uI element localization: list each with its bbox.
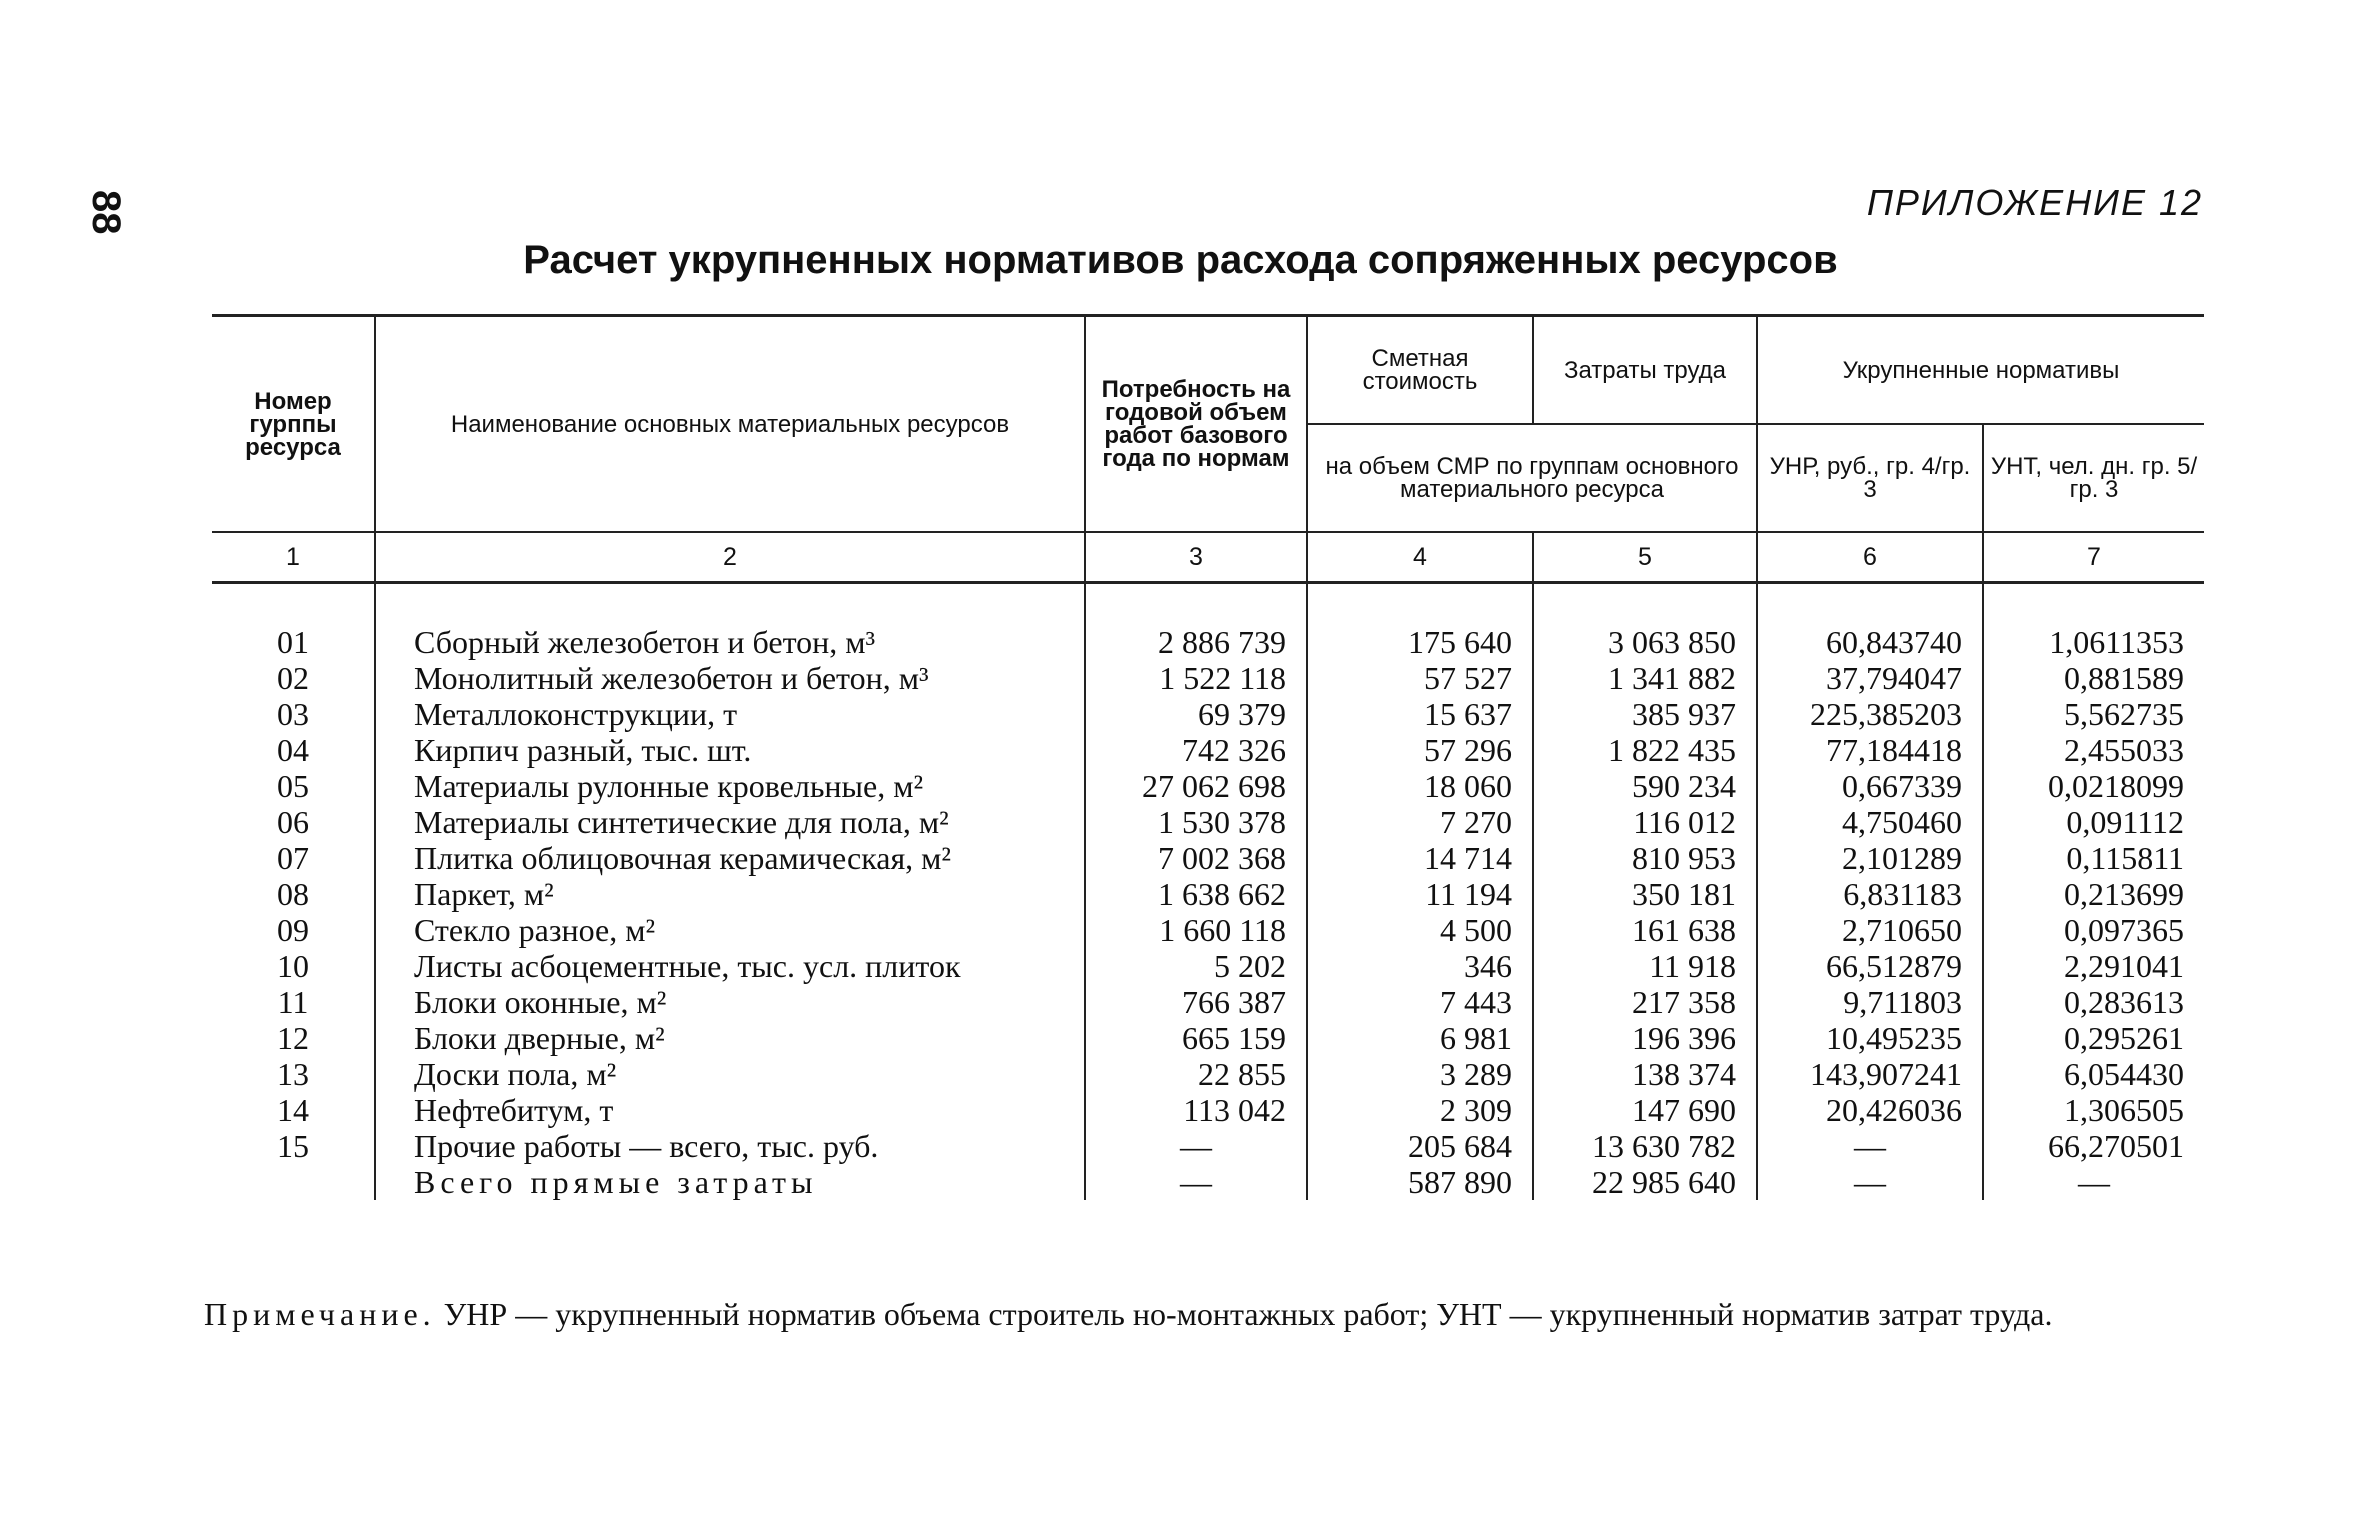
resource-name-cell: Стекло разное, м² — [375, 912, 1085, 948]
header-labor-costs: Затраты труда — [1533, 316, 1757, 425]
annual-need-cell: 766 387 — [1085, 984, 1307, 1020]
labor-costs-cell: 161 638 — [1533, 912, 1757, 948]
column-number: 7 — [1983, 532, 2204, 583]
table-row — [212, 1020, 2204, 1056]
estimated-cost-cell: 11 194 — [1307, 876, 1533, 912]
estimated-cost-cell: 3 289 — [1307, 1056, 1533, 1092]
appendix-label: ПРИЛОЖЕНИЕ 12 — [1866, 182, 2203, 223]
group-code-cell: 11 — [212, 984, 375, 1020]
unt-cell: 0,295261 — [1983, 1020, 2204, 1056]
resource-name-cell: Блоки оконные, м² — [375, 984, 1085, 1020]
labor-costs-cell: 350 181 — [1533, 876, 1757, 912]
table-row — [212, 876, 2204, 912]
total-need-cell: — — [1085, 1164, 1307, 1200]
table-row — [212, 912, 2204, 948]
resource-name-cell: Прочие работы — всего, тыс. руб. — [375, 1128, 1085, 1164]
norms-table — [212, 314, 2204, 1200]
header-smr-volume: на объем СМР по группам основного материального ресурса — [1307, 424, 1757, 532]
column-number: 1 — [212, 532, 375, 583]
column-number-row — [212, 532, 2204, 583]
group-code-cell: 05 — [212, 768, 375, 804]
resource-name-cell: Блоки дверные, м² — [375, 1020, 1085, 1056]
group-code-cell: 04 — [212, 732, 375, 768]
table-row — [212, 1128, 2204, 1164]
unt-cell: 0,115811 — [1983, 840, 2204, 876]
total-row — [212, 1164, 2204, 1200]
estimated-cost-cell: 175 640 — [1307, 624, 1533, 660]
unt-cell: 0,881589 — [1983, 660, 2204, 696]
group-code-cell: 02 — [212, 660, 375, 696]
annual-need-cell: — — [1085, 1128, 1307, 1164]
unr-cell: 10,495235 — [1757, 1020, 1983, 1056]
unt-cell: 5,562735 — [1983, 696, 2204, 732]
column-number: 5 — [1533, 532, 1757, 583]
estimated-cost-cell: 205 684 — [1307, 1128, 1533, 1164]
annual-need-cell: 22 855 — [1085, 1056, 1307, 1092]
labor-costs-cell: 116 012 — [1533, 804, 1757, 840]
column-number: 6 — [1757, 532, 1983, 583]
resource-name-cell: Кирпич разный, тыс. шт. — [375, 732, 1085, 768]
unt-cell: 2,291041 — [1983, 948, 2204, 984]
unr-cell: 60,843740 — [1757, 624, 1983, 660]
unr-cell: 0,667339 — [1757, 768, 1983, 804]
annual-need-cell: 69 379 — [1085, 696, 1307, 732]
labor-costs-cell: 3 063 850 — [1533, 624, 1757, 660]
estimated-cost-cell: 346 — [1307, 948, 1533, 984]
labor-costs-cell: 385 937 — [1533, 696, 1757, 732]
labor-costs-cell: 147 690 — [1533, 1092, 1757, 1128]
unt-cell: 0,091112 — [1983, 804, 2204, 840]
annual-need-cell: 5 202 — [1085, 948, 1307, 984]
unt-cell: 1,306505 — [1983, 1092, 2204, 1128]
group-code-cell: 09 — [212, 912, 375, 948]
estimated-cost-cell: 14 714 — [1307, 840, 1533, 876]
estimated-cost-cell: 6 981 — [1307, 1020, 1533, 1056]
table-row — [212, 624, 2204, 660]
estimated-cost-cell: 57 527 — [1307, 660, 1533, 696]
annual-need-cell: 665 159 — [1085, 1020, 1307, 1056]
unt-cell: 2,455033 — [1983, 732, 2204, 768]
unt-cell: 0,283613 — [1983, 984, 2204, 1020]
total-code-cell — [212, 1164, 375, 1200]
header-group-number: Номер гурппы ресурса — [212, 316, 375, 533]
unt-cell: 66,270501 — [1983, 1128, 2204, 1164]
header-unr: УНР, руб., гр. 4/гр. 3 — [1757, 424, 1983, 532]
document-title: Расчет укрупненных нормативов расхода сопряженных ресурсов — [523, 238, 1838, 282]
column-number: 2 — [375, 532, 1085, 583]
unr-cell: 37,794047 — [1757, 660, 1983, 696]
annual-need-cell: 742 326 — [1085, 732, 1307, 768]
table-row — [212, 696, 2204, 732]
unt-cell: 0,213699 — [1983, 876, 2204, 912]
estimated-cost-cell: 2 309 — [1307, 1092, 1533, 1128]
estimated-cost-cell: 7 443 — [1307, 984, 1533, 1020]
table-row — [212, 768, 2204, 804]
resource-name-cell: Материалы рулонные кровельные, м² — [375, 768, 1085, 804]
estimated-cost-cell: 4 500 — [1307, 912, 1533, 948]
estimated-cost-cell: 57 296 — [1307, 732, 1533, 768]
footnote-text: УНР — укрупненный норматив объема строитель но-монтажных работ; УНТ — укрупненный норматив затрат труда. — [435, 1296, 2053, 1332]
unr-cell: 77,184418 — [1757, 732, 1983, 768]
annual-need-cell: 27 062 698 — [1085, 768, 1307, 804]
resource-name-cell: Доски пола, м² — [375, 1056, 1085, 1092]
unr-cell: 66,512879 — [1757, 948, 1983, 984]
annual-need-cell: 1 522 118 — [1085, 660, 1307, 696]
table-row — [212, 984, 2204, 1020]
table-row — [212, 948, 2204, 984]
unt-cell: 1,0611353 — [1983, 624, 2204, 660]
resource-name-cell: Сборный железобетон и бетон, м³ — [375, 624, 1085, 660]
resource-name-cell: Металлоконструкции, т — [375, 696, 1085, 732]
unr-cell: 9,711803 — [1757, 984, 1983, 1020]
table-row — [212, 1056, 2204, 1092]
annual-need-cell: 113 042 — [1085, 1092, 1307, 1128]
table-row — [212, 840, 2204, 876]
group-code-cell: 15 — [212, 1128, 375, 1164]
page-number: 88 — [84, 190, 128, 235]
unt-cell: 0,097365 — [1983, 912, 2204, 948]
unr-cell: — — [1757, 1128, 1983, 1164]
total-cost-cell: 587 890 — [1307, 1164, 1533, 1200]
header-estimated-cost: Сметная стоимость — [1307, 316, 1533, 425]
estimated-cost-cell: 18 060 — [1307, 768, 1533, 804]
unt-cell: 6,054430 — [1983, 1056, 2204, 1092]
total-unr-cell: — — [1757, 1164, 1983, 1200]
group-code-cell: 06 — [212, 804, 375, 840]
group-code-cell: 10 — [212, 948, 375, 984]
labor-costs-cell: 138 374 — [1533, 1056, 1757, 1092]
unr-cell: 4,750460 — [1757, 804, 1983, 840]
unr-cell: 20,426036 — [1757, 1092, 1983, 1128]
header-aggregated-norms: Укрупненные нормативы — [1757, 316, 2204, 425]
header-unt: УНТ, чел. дн. гр. 5/гр. 3 — [1983, 424, 2204, 532]
resource-name-cell: Плитка облицовочная керамическая, м² — [375, 840, 1085, 876]
annual-need-cell: 1 530 378 — [1085, 804, 1307, 840]
resource-name-cell: Листы асбоцементные, тыс. усл. плиток — [375, 948, 1085, 984]
total-labor-cell: 22 985 640 — [1533, 1164, 1757, 1200]
unt-cell: 0,0218099 — [1983, 768, 2204, 804]
resource-name-cell: Паркет, м² — [375, 876, 1085, 912]
table-row — [212, 804, 2204, 840]
resource-name-cell: Материалы синтетические для пола, м² — [375, 804, 1085, 840]
unr-cell: 2,710650 — [1757, 912, 1983, 948]
table-header — [212, 316, 2204, 583]
estimated-cost-cell: 15 637 — [1307, 696, 1533, 732]
labor-costs-cell: 196 396 — [1533, 1020, 1757, 1056]
group-code-cell: 03 — [212, 696, 375, 732]
group-code-cell: 01 — [212, 624, 375, 660]
labor-costs-cell: 11 918 — [1533, 948, 1757, 984]
estimated-cost-cell: 7 270 — [1307, 804, 1533, 840]
annual-need-cell: 1 660 118 — [1085, 912, 1307, 948]
unr-cell: 2,101289 — [1757, 840, 1983, 876]
header-annual-need: Потребность на годовой объем работ базового года по нормам — [1085, 316, 1307, 533]
table-body — [212, 583, 2204, 1201]
labor-costs-cell: 590 234 — [1533, 768, 1757, 804]
annual-need-cell: 2 886 739 — [1085, 624, 1307, 660]
labor-costs-cell: 1 822 435 — [1533, 732, 1757, 768]
column-number: 3 — [1085, 532, 1307, 583]
column-number: 4 — [1307, 532, 1533, 583]
annual-need-cell: 7 002 368 — [1085, 840, 1307, 876]
total-unt-cell: — — [1983, 1164, 2204, 1200]
annual-need-cell: 1 638 662 — [1085, 876, 1307, 912]
resource-name-cell: Монолитный железобетон и бетон, м³ — [375, 660, 1085, 696]
footnote — [204, 1296, 2214, 1332]
table-row — [212, 660, 2204, 696]
labor-costs-cell: 1 341 882 — [1533, 660, 1757, 696]
labor-costs-cell: 13 630 782 — [1533, 1128, 1757, 1164]
group-code-cell: 14 — [212, 1092, 375, 1128]
group-code-cell: 07 — [212, 840, 375, 876]
group-code-cell: 12 — [212, 1020, 375, 1056]
table-row — [212, 1092, 2204, 1128]
total-name-cell: Всего прямые затраты — [375, 1164, 1085, 1200]
group-code-cell: 13 — [212, 1056, 375, 1092]
unr-cell: 225,385203 — [1757, 696, 1983, 732]
table-row — [212, 732, 2204, 768]
labor-costs-cell: 217 358 — [1533, 984, 1757, 1020]
table-spacer-row — [212, 583, 2204, 625]
header-resource-name: Наименование основных материальных ресурсов — [375, 316, 1085, 533]
resource-name-cell: Нефтебитум, т — [375, 1092, 1085, 1128]
labor-costs-cell: 810 953 — [1533, 840, 1757, 876]
unr-cell: 6,831183 — [1757, 876, 1983, 912]
group-code-cell: 08 — [212, 876, 375, 912]
footnote-prefix: Примечание. — [204, 1296, 436, 1332]
unr-cell: 143,907241 — [1757, 1056, 1983, 1092]
